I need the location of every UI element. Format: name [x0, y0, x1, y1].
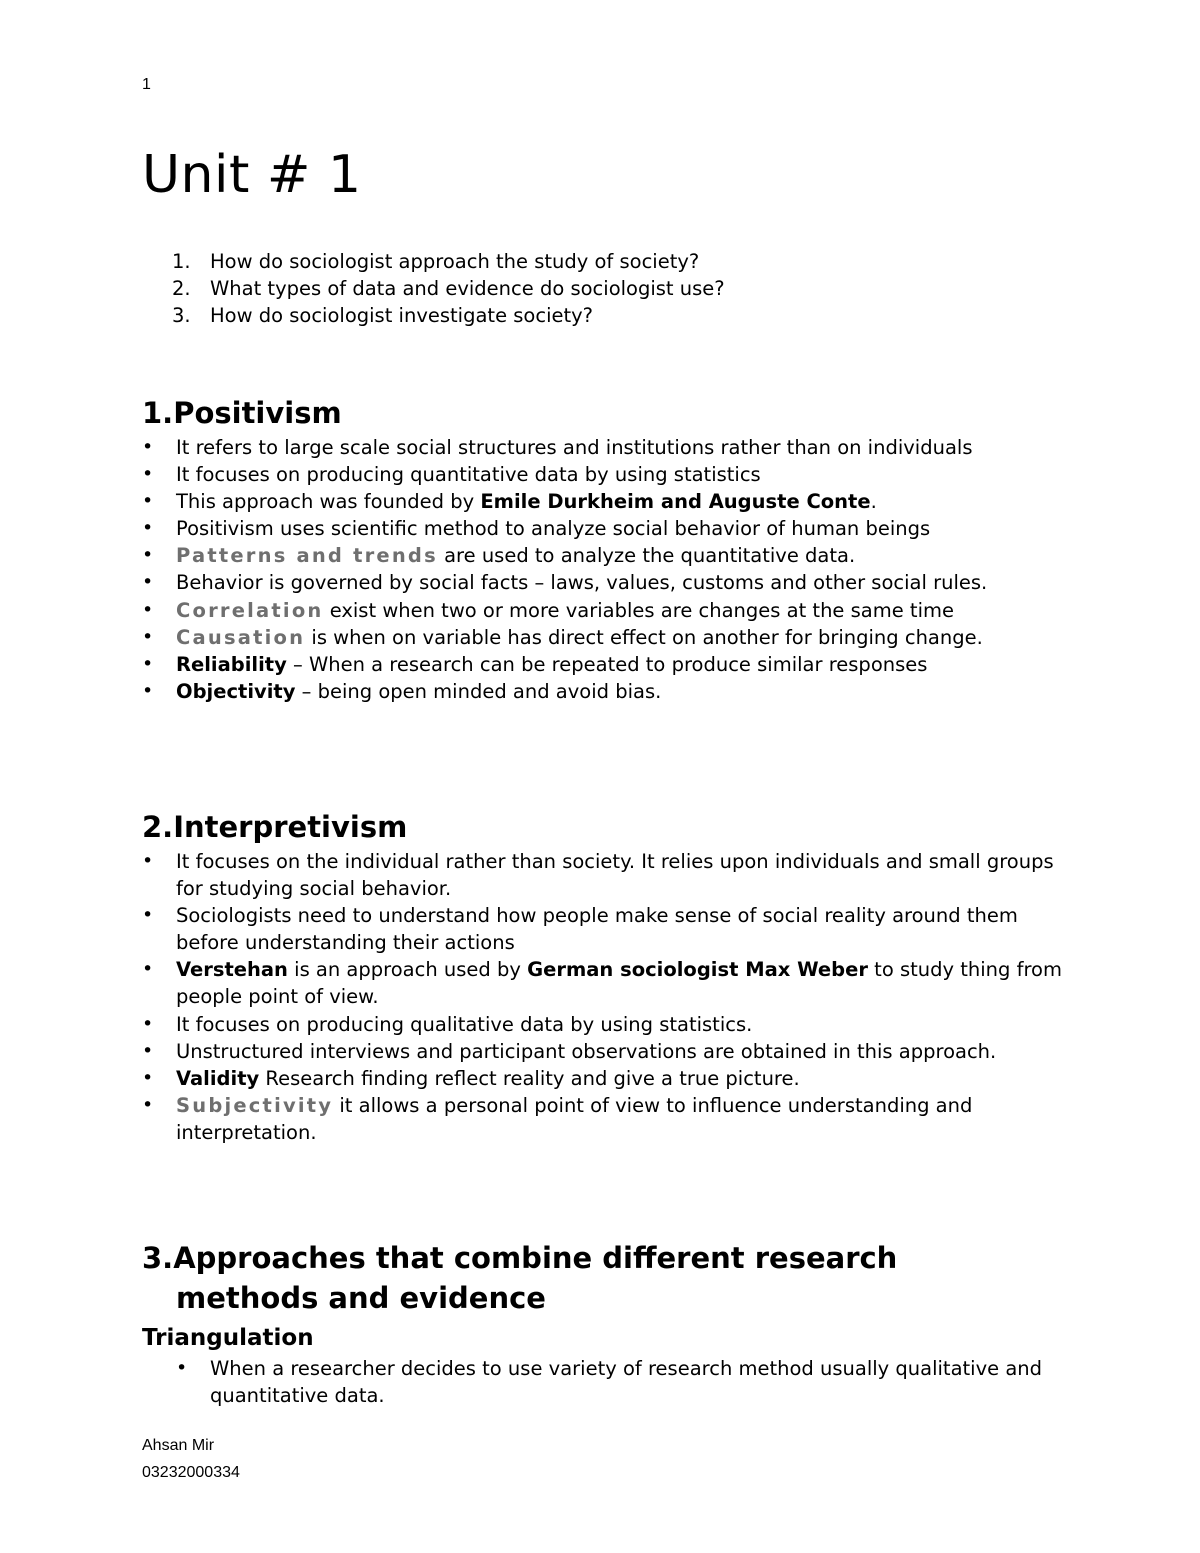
- list-item: • Causation is when on variable has direct effect on another for bringing change.: [142, 624, 1082, 651]
- list-item: • Validity Research finding reflect reality and give a true picture.: [142, 1065, 1082, 1092]
- list-item: • Sociologists need to understand how people make sense of social reality around them before understanding their actions: [142, 902, 1082, 956]
- positivism-list: [142, 434, 1082, 705]
- question-text: What types of data and evidence do sociologist use?: [210, 277, 725, 300]
- question-item: 2. What types of data and evidence do sociologist use?: [172, 277, 725, 300]
- approaches-heading-line1: 3.Approaches that combine different research: [142, 1241, 898, 1275]
- list-item: • It focuses on producing quantitative data by using statistics: [142, 461, 1082, 488]
- list-item: • Reliability – When a research can be repeated to produce similar responses: [142, 651, 1082, 678]
- list-item: • Unstructured interviews and participant observations are obtained in this approach.: [142, 1038, 1082, 1065]
- positivism-heading: 1.Positivism: [142, 396, 342, 430]
- list-item: • Verstehan is an approach used by German sociologist Max Weber to study thing from people point of view.: [142, 956, 1082, 1010]
- triangulation-heading: Triangulation: [142, 1325, 314, 1351]
- footer: [142, 1432, 240, 1486]
- interpretivism-heading: 2.Interpretivism: [142, 810, 408, 844]
- approaches-heading: [142, 1238, 897, 1318]
- list-item: • When a researcher decides to use variety of research method usually qualitative and quantitative data.: [176, 1355, 1076, 1409]
- list-item: • Objectivity – being open minded and avoid bias.: [142, 678, 1082, 705]
- interpretivism-list: [142, 848, 1082, 1146]
- triangulation-list: [176, 1355, 1076, 1409]
- list-item: • Behavior is governed by social facts – laws, values, customs and other social rules.: [142, 569, 1082, 596]
- question-text: How do sociologist approach the study of society?: [210, 250, 700, 273]
- list-item: • Patterns and trends are used to analyze the quantitative data.: [142, 542, 1082, 569]
- list-item: • It focuses on the individual rather than society. It relies upon individuals and small groups for studying social behavior.: [142, 848, 1082, 902]
- question-text: How do sociologist investigate society?: [210, 304, 594, 327]
- author-name: Ahsan Mir: [142, 1437, 215, 1454]
- list-item: • It refers to large scale social structures and institutions rather than on individuals: [142, 434, 1082, 461]
- list-item: • Subjectivity it allows a personal point of view to influence understanding and interpretation.: [142, 1092, 1082, 1146]
- approaches-heading-line2: methods and evidence: [176, 1281, 546, 1315]
- question-item: 3. How do sociologist investigate society?: [172, 304, 594, 327]
- list-item: • This approach was founded by Emile Durkheim and Auguste Conte.: [142, 488, 1082, 515]
- unit-title: Unit # 1: [142, 145, 362, 205]
- question-list: [172, 248, 1072, 329]
- list-item: • It focuses on producing qualitative data by using statistics.: [142, 1011, 1082, 1038]
- list-item: • Positivism uses scientific method to analyze social behavior of human beings: [142, 515, 1082, 542]
- question-item: 1. How do sociologist approach the study of society?: [172, 250, 700, 273]
- list-item: • Correlation exist when two or more variables are changes at the same time: [142, 597, 1082, 624]
- author-phone: 03232000334: [142, 1464, 240, 1481]
- page-number: 1: [142, 76, 151, 93]
